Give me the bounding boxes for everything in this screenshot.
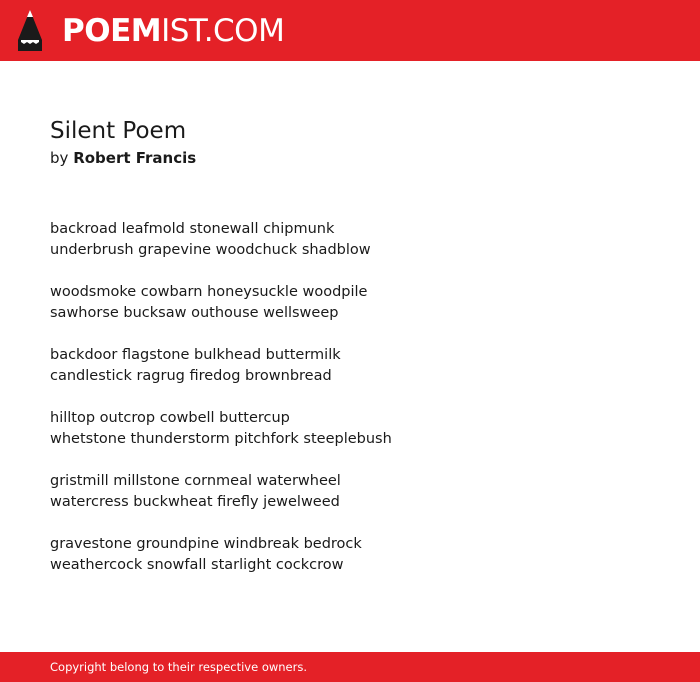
poem-line: candlestick ragrug firedog brownbread — [50, 368, 332, 384]
poem-body — [50, 219, 650, 576]
pencil-tip-icon[interactable] — [18, 10, 42, 51]
poem-line: gravestone groundpine windbreak bedrock — [50, 536, 362, 552]
poem-container — [50, 116, 650, 597]
site-logo[interactable] — [62, 12, 284, 50]
stanza — [50, 471, 650, 513]
site-header — [0, 0, 700, 61]
poem-line: hilltop outcrop cowbell buttercup — [50, 410, 290, 426]
site-footer — [0, 652, 700, 682]
stanza — [50, 282, 650, 324]
poem-line: gristmill millstone cornmeal waterwheel — [50, 473, 341, 489]
poem-line: weathercock snowfall starlight cockcrow — [50, 557, 344, 573]
poem-line: underbrush grapevine woodchuck shadblow — [50, 242, 371, 258]
poem-line: watercress buckwheat firefly jewelweed — [50, 494, 340, 510]
poem-line: backroad leafmold stonewall chipmunk — [50, 221, 335, 237]
logo-light-text: IST.COM — [161, 13, 285, 49]
poem-author[interactable]: Robert Francis — [73, 149, 197, 167]
stanza — [50, 534, 650, 576]
poem-byline — [50, 146, 650, 170]
poem-line: backdoor flagstone bulkhead buttermilk — [50, 347, 341, 363]
stanza — [50, 219, 650, 261]
poem-line: sawhorse bucksaw outhouse wellsweep — [50, 305, 339, 321]
stanza — [50, 408, 650, 450]
by-label: by — [50, 149, 69, 167]
logo-bold-text: POEM — [62, 13, 162, 49]
stanza — [50, 345, 650, 387]
poem-line: woodsmoke cowbarn honeysuckle woodpile — [50, 284, 368, 300]
copyright-notice: Copyright belong to their respective owners. — [50, 660, 308, 674]
poem-line: whetstone thunderstorm pitchfork steeplebush — [50, 431, 392, 447]
poem-title: Silent Poem — [50, 118, 187, 144]
